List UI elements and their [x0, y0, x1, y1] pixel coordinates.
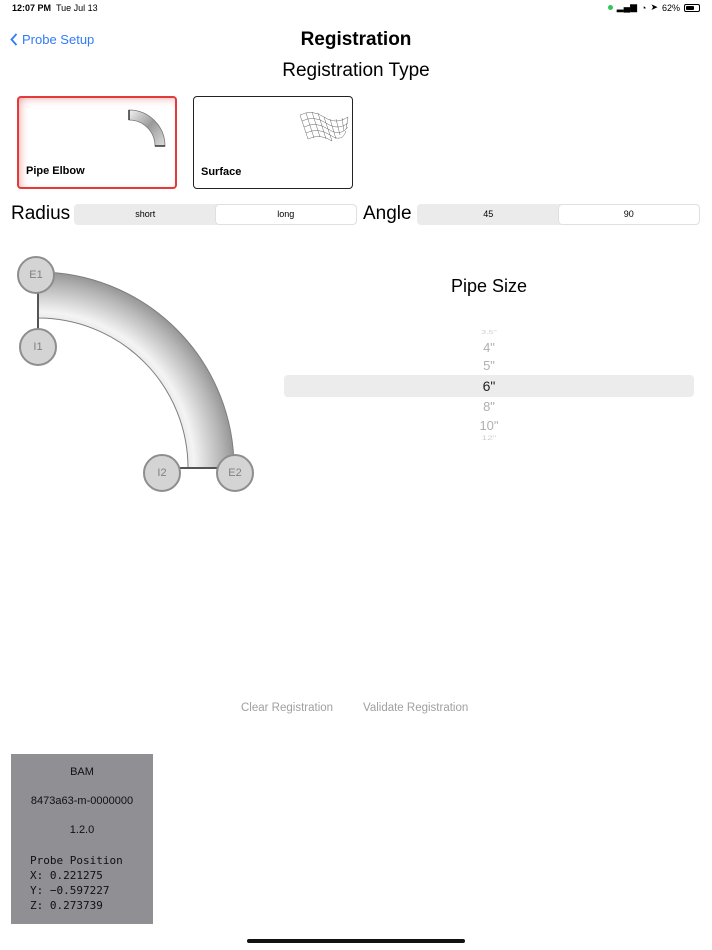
status-indicators — [608, 2, 700, 13]
surface-mesh-icon — [298, 109, 350, 145]
radius-option-short[interactable]: short — [135, 209, 156, 219]
device-name: BAM — [70, 766, 94, 778]
surface-label: Surface — [201, 166, 242, 178]
pipe-size-option[interactable]: 8" — [483, 399, 495, 414]
surface-card[interactable] — [193, 96, 353, 189]
probe-x: X: 0.221275 — [30, 869, 103, 882]
pipe-size-option[interactable]: 4" — [483, 340, 495, 355]
back-button-label: Probe Setup — [22, 32, 95, 47]
radius-label: Radius — [11, 203, 71, 224]
angle-option-45[interactable]: 45 — [483, 209, 494, 219]
page-title: Registration — [300, 29, 412, 50]
pipe-size-option[interactable]: 12" — [481, 435, 497, 442]
status-time: 12:07 PM — [12, 3, 52, 13]
clear-registration-button[interactable]: Clear Registration — [241, 702, 334, 714]
angle-option-90[interactable]: 90 — [559, 205, 700, 224]
point-i1-button[interactable]: I1 — [19, 328, 57, 366]
camera-indicator-icon — [608, 5, 613, 10]
angle-label: Angle — [363, 203, 412, 224]
battery-percent: 62% — [661, 2, 680, 13]
pipe-size-option[interactable]: 5" — [483, 358, 495, 373]
wifi-icon: ◔ — [641, 2, 647, 13]
status-date: Tue Jul 13 — [56, 3, 98, 13]
pipe-elbow-card[interactable] — [17, 96, 177, 189]
point-e1-button[interactable]: E1 — [17, 256, 55, 294]
pipe-size-option-selected[interactable]: 6" — [482, 378, 496, 394]
pipe-size-option[interactable]: 10" — [479, 418, 499, 433]
probe-z: Z: 0.273739 — [30, 899, 103, 912]
home-indicator[interactable] — [247, 939, 465, 943]
probe-info-panel — [11, 754, 153, 924]
pipe-size-option[interactable]: 3.5" — [481, 329, 497, 335]
probe-position-readout — [30, 853, 123, 913]
signal-icon: ▂▄▆ — [616, 2, 637, 12]
radius-segmented-control[interactable] — [74, 204, 357, 225]
pipe-elbow-icon — [127, 106, 171, 148]
point-e2-button[interactable]: E2 — [216, 454, 254, 492]
validate-registration-button[interactable]: Validate Registration — [363, 702, 469, 714]
location-icon: ➤ — [650, 2, 658, 12]
probe-position-title: Probe Position — [30, 854, 123, 867]
angle-segmented-control[interactable] — [417, 204, 700, 225]
app-version: 1.2.0 — [69, 824, 95, 836]
probe-y: Y: −0.597227 — [30, 884, 110, 897]
registration-type-heading: Registration Type — [282, 60, 430, 81]
device-serial: 8473a63-m-0000000 — [30, 795, 134, 807]
battery-icon — [684, 4, 700, 12]
radius-option-long[interactable]: long — [216, 205, 357, 224]
point-i2-button[interactable]: I2 — [143, 454, 181, 492]
pipe-elbow-label: Pipe Elbow — [26, 165, 85, 177]
pipe-size-title: Pipe Size — [450, 276, 528, 296]
